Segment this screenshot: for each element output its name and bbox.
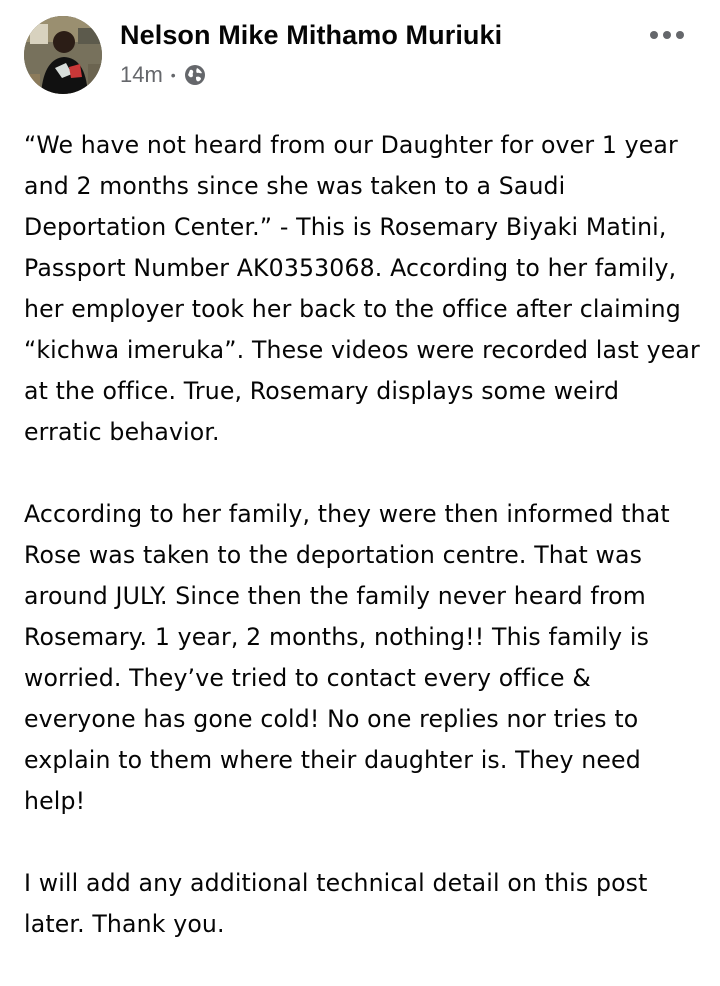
avatar[interactable]: [24, 16, 102, 94]
post-header: [22, 14, 698, 96]
more-dot: [663, 31, 671, 39]
post-paragraph: I will add any additional technical detail on this post later. Thank you.: [24, 869, 648, 938]
meta-separator: •: [170, 67, 176, 83]
post-paragraph: “We have not heard from our Daughter for over 1 year and 2 months since she was taken to a Saudi Deportation Center.” - This is Rosemary Biyaki Matini, Passport Number AK0353068. According to her family, her employer took her back to the office after claiming “kichwa imeruka”. These videos were recorded last year at the office. True, Rosemary displays some weird erratic behavior.: [24, 131, 700, 446]
more-dot: [676, 31, 684, 39]
more-dot: [650, 31, 658, 39]
more-options-icon[interactable]: [650, 28, 684, 42]
post-time[interactable]: 14m: [120, 62, 163, 87]
post-paragraph: According to her family, they were then informed that Rose was taken to the deportation centre. That was around JULY. Since then the family never heard from Rosemary. 1 year, 2 months, nothing!! This family is worried. They’ve tried to contact every office & everyone has gone cold! No one replies nor tries to explain to them where their daughter is. They need help!: [24, 500, 670, 815]
globe-icon[interactable]: [184, 64, 206, 86]
post-meta: [120, 62, 206, 88]
author-name[interactable]: Nelson Mike Mithamo Muriuki: [120, 20, 503, 50]
post-body: [24, 125, 700, 986]
